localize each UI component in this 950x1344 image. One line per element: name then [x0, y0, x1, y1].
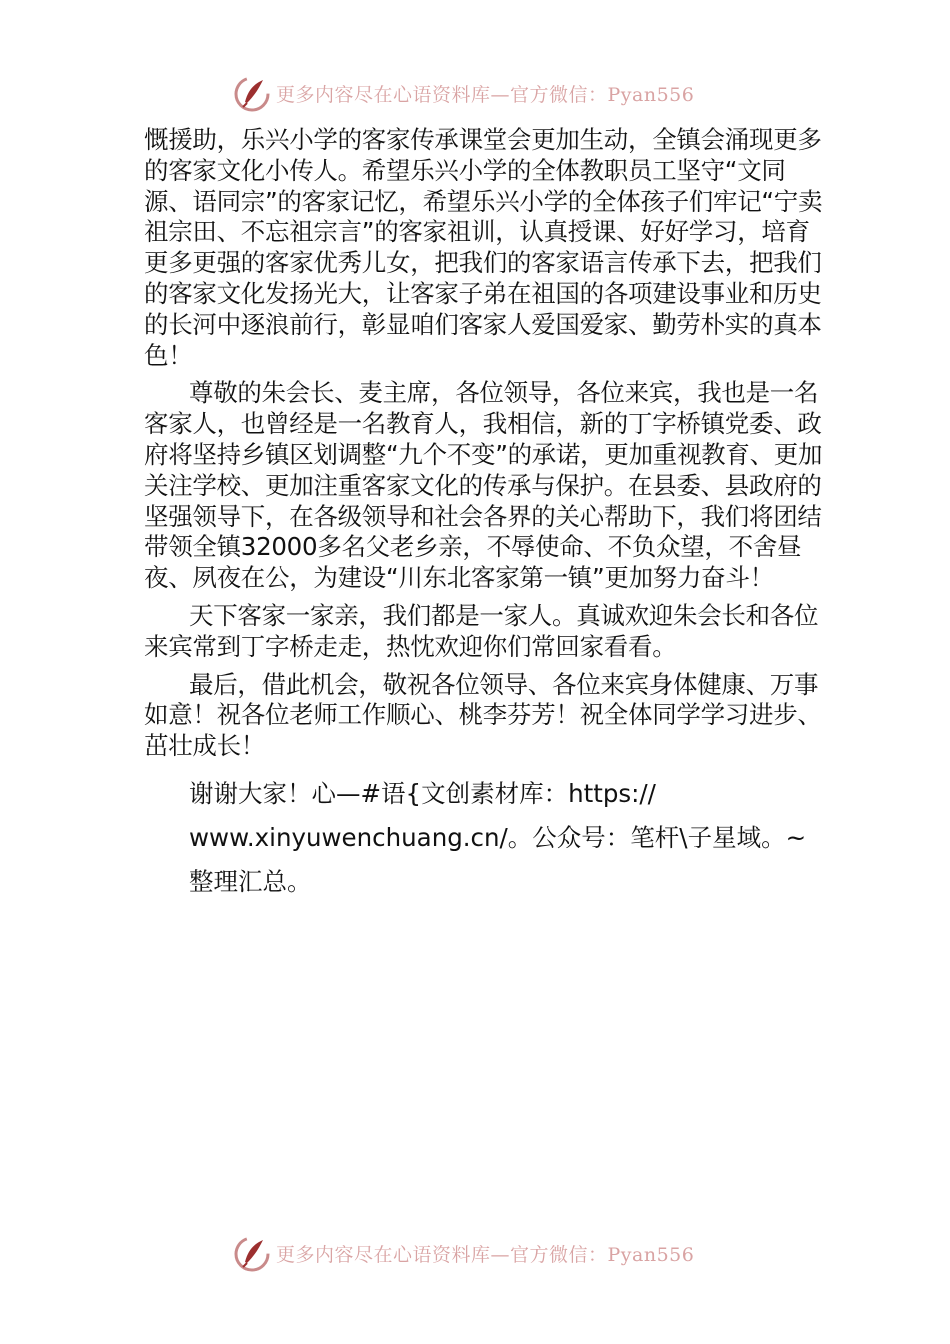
header-watermark-banner — [232, 73, 732, 113]
paragraph-4: 最后，借此机会，敬祝各位领导、各位来宾身体健康、万事如意！祝各位老师工作顺心、桃李芬芳！祝全体同学学习进步、茁壮成长！ — [144, 669, 822, 761]
watermark-logo-icon — [232, 1233, 272, 1273]
watermark-text: 更多内容尽在心语资料库—官方微信：Pyan556 — [276, 83, 695, 106]
paragraph-2: 尊敬的朱会长、麦主席，各位领导，各位来宾，我也是一名客家人，也曾经是一名教育人，我相信，新的丁字桥镇党委、政府将坚持乡镇区划调整“九个不变”的承诺，更加重视教育、更加关注学校、更加注重客家文化的传承与保护。在县委、县政府的坚强领导下，在各级领导和社会各界的关心帮助下，我们将团结带领全镇32000多名父老乡亲，不辱使命、不负众望，不舍昼夜、夙夜在公，为建设“川东北客家第一镇”更加努力奋斗！ — [144, 378, 823, 593]
footer-watermark-banner — [232, 1233, 732, 1273]
closing-line-3: 整理汇总。 — [189, 866, 312, 896]
watermark-text: 更多内容尽在心语资料库—官方微信：Pyan556 — [276, 1243, 695, 1266]
closing-line-2: www.xinyuwenchuang.cn/。公众号：笔杆\子星域。~ — [189, 822, 807, 852]
document-body — [144, 125, 824, 904]
paragraph-3: 天下客家一家亲，我们都是一家人。真诚欢迎朱会长和各位来宾常到丁字桥走走，热忱欢迎你们常回家看看。 — [144, 600, 819, 661]
watermark-logo-icon — [232, 73, 272, 113]
closing-line-1: 谢谢大家！心—#语{文创素材库：https:// — [189, 778, 656, 808]
closing-block — [144, 772, 824, 904]
paragraph-1: 慨援助，乐兴小学的客家传承课堂会更加生动，全镇会涌现更多的客家文化小传人。希望乐兴小学的全体教职员工坚守“文同源、语同宗”的客家记忆，希望乐兴小学的全体孩子们牢记“宁卖祖宗田、不忘祖宗言”的客家祖训，认真授课、好好学习，培育更多更强的客家优秀儿女，把我们的客家语言传承下去，把我们的客家文化发扬光大，让客家子弟在祖国的各项建设事业和历史的长河中逐浪前行，彰显咱们客家人爱国爱家、勤劳朴实的真本色！ — [144, 125, 823, 370]
